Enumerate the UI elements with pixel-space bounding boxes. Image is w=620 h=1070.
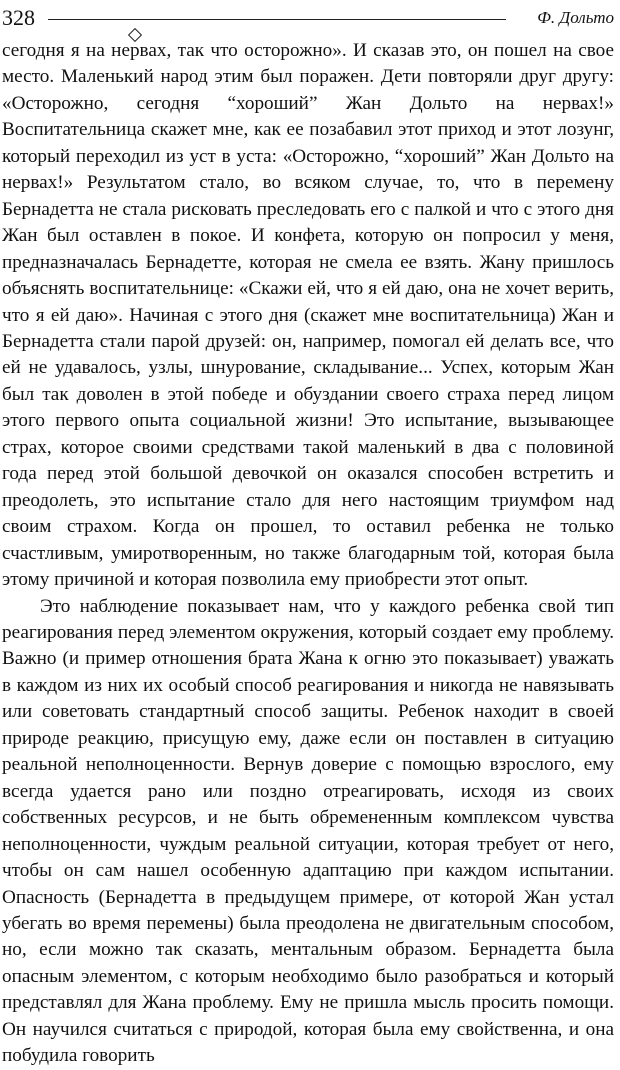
page-number: 328 [2,5,35,30]
running-head-title: Ф. Дольто [537,8,614,27]
paragraph-continued: сегодня я на нервах, так что осторожно». И сказав это, он пошел на свое место. Маленький народ этим был поражен. Дети повторяли друг другу: «Осторожно, сегодня “хороший” Жан Дольто на нервах!» Воспитательница скажет мне, как ее позабавил этот приход и этот лозунг, который переходил из уст в уста: «Осторожно, “хороший” Жан Дольто на нервах!» Результатом стало, во всяком случае, то, что в перемену Бернадетта не стала рисковать преследовать его с палкой и что с этого дня Жан был оставлен в покое. И конфета, которую он попросил у меня, предназначалась Бернадетте, которая не смела ее взять. Жану пришлось объяснять воспитательнице: «Скажи ей, что я ей даю, она не хочет верить, что я ей даю». Начиная с этого дня (скажет мне воспитательница) Жан и Бернадетта стали парой друзей: он, например, помогал ей делать все, что ей не удавалось, узлы, шнурование, складывание... Успех, которым Жан был так доволен в этой победе и обуздании своего страха перед лицом этого первого опыта социальной жизни! Это испытание, вызывающее страх, которое своими средствами такой маленький в два с половиной года перед этой большой девочкой он оказался способен встретить и преодолеть, это испытание стало для него настоящим триумфом над своим страхом. Когда он прошел, то оставил ребенка не только счастливым, умиротворенным, но также благодарным той, которая была этому причиной и которая позволила ему приобрести этот опыт. [2,40,614,591]
paragraph: Это наблюдение показывает нам, что у каждого ребенка свой тип реагирования перед элементом окружения, который создает ему проблему. Важно (и пример отношения брата Жана к огню это показывает) уважать в каждом из них их особый способ реагирования и никогда не навязывать или советовать стандартный способ защиты. Ребенок находит в своей природе реакцию, присущую ему, даже если он поставлен в ситуацию реальной неполноценности. Вернув доверие с помощью взрослого, ему всегда удается рано или поздно отреагировать, исходя из своих собственных ресурсов, и не быть обремененным комплексом чувства неполноценности, чуждым реальной ситуации, которая требует от него, чтобы он сам нашел особенную адаптацию при каждом испытании. Опасность (Бернадетта в предыдущем примере, от которой Жан устал убегать во время перемены) была преодолена не двигательным способом, но, если можно так сказать, ментальным образом. Бернадетта была опасным элементом, с которым необходимо было разобраться и который представлял для Жана проблему. Ему не пришла мысль просить помощи. Он научился считаться с природой, которая была ему свойственна, и она побудила говорить [2,595,614,1067]
header-rule [48,19,506,20]
page-header [2,4,614,32]
page-body [2,38,614,1070]
